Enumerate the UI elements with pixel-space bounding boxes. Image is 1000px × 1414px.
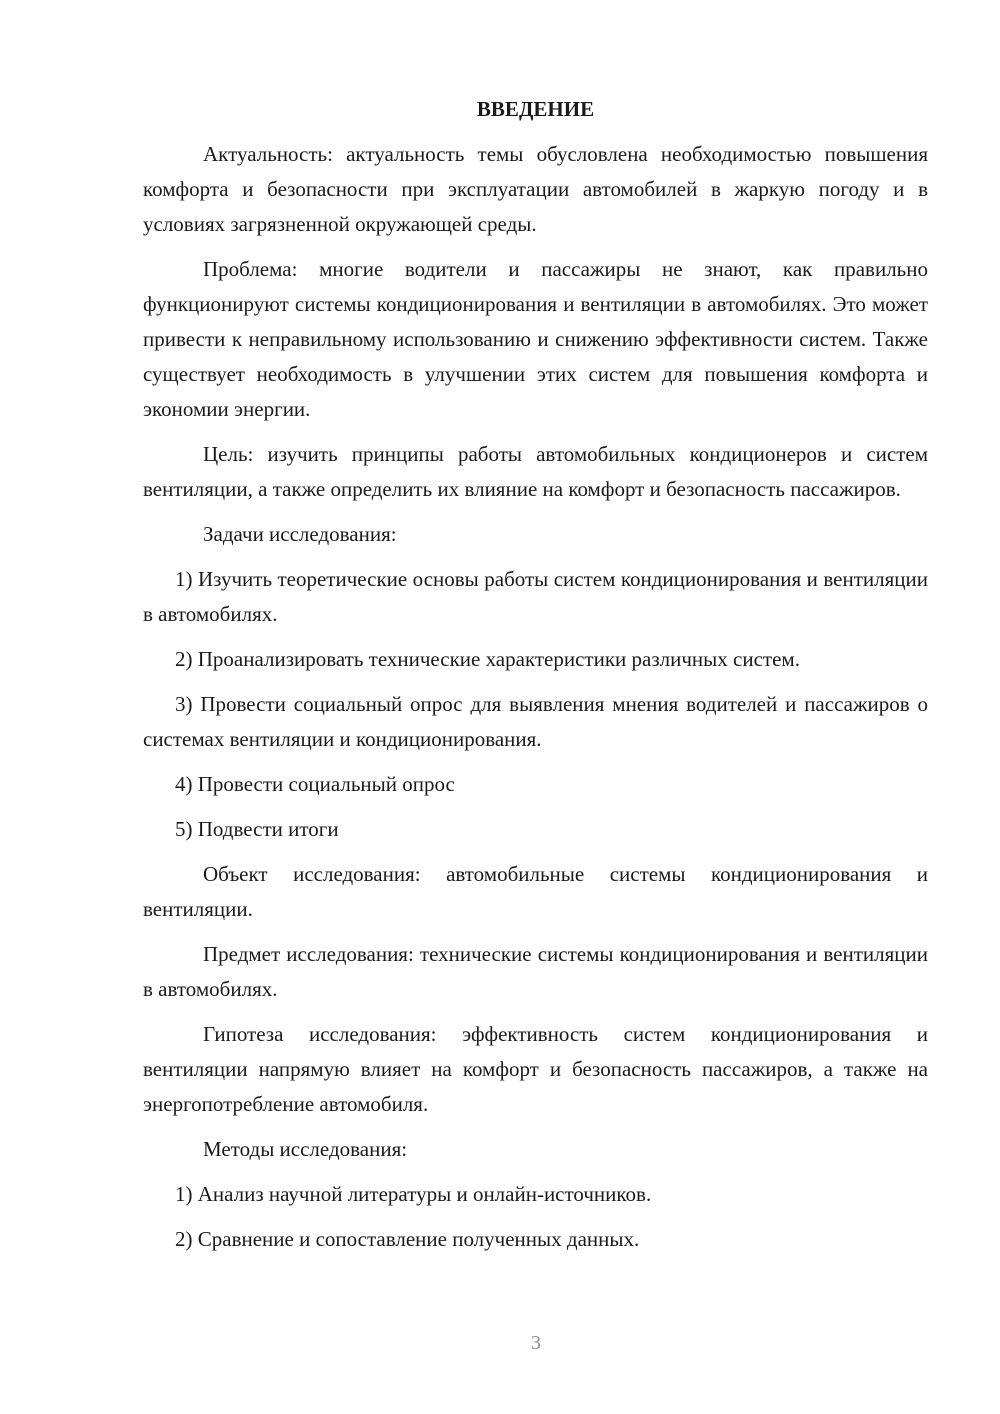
task-item-1: 1) Изучить теоретические основы работы систем кондиционирования и вентиляции в автомобилях. xyxy=(143,567,928,626)
subject-paragraph: Предмет исследования: технические системы кондиционирования и вентиляции в автомобилях. xyxy=(143,942,928,1001)
goal-paragraph: Цель: изучить принципы работы автомобильных кондиционеров и систем вентиляции, а также определить их влияние на комфорт и безопасность пассажиров. xyxy=(143,442,928,501)
method-item-1: 1) Анализ научной литературы и онлайн-источников. xyxy=(175,1182,652,1206)
task-item-3: 3) Провести социальный опрос для выявления мнения водителей и пассажиров о системах вентиляции и кондиционирования. xyxy=(143,692,928,751)
problem-paragraph: Проблема: многие водители и пассажиры не знают, как правильно функционируют системы кондиционирования и вентиляции в автомобилях. Это может привести к неправильному использованию и снижению эффективности систем. Также существует необходимость в улучшении этих систем для повышения комфорта и экономии энергии. xyxy=(143,257,928,421)
hypothesis-paragraph: Гипотеза исследования: эффективность систем кондиционирования и вентиляции напрямую влияет на комфорт и безопасность пассажиров, а также на энергопотребление автомобиля. xyxy=(143,1022,928,1116)
task-item-2: 2) Проанализировать технические характеристики различных систем. xyxy=(175,647,800,671)
relevance-paragraph: Актуальность: актуальность темы обусловлена необходимостью повышения комфорта и безопасности при эксплуатации автомобилей в жаркую погоду и в условиях загрязненной окружающей среды. xyxy=(143,142,928,236)
method-item-2: 2) Сравнение и сопоставление полученных данных. xyxy=(175,1227,640,1251)
task-item-4: 4) Провести социальный опрос xyxy=(175,772,455,796)
methods-label: Методы исследования: xyxy=(203,1137,408,1161)
object-paragraph: Объект исследования: автомобильные системы кондиционирования и вентиляции. xyxy=(143,862,928,921)
page-title: ВВЕДЕНИЕ xyxy=(476,97,595,121)
tasks-label: Задачи исследования: xyxy=(203,522,397,546)
document-body xyxy=(143,92,928,1267)
page-number: 3 xyxy=(531,1332,541,1354)
task-item-5: 5) Подвести итоги xyxy=(175,817,339,841)
